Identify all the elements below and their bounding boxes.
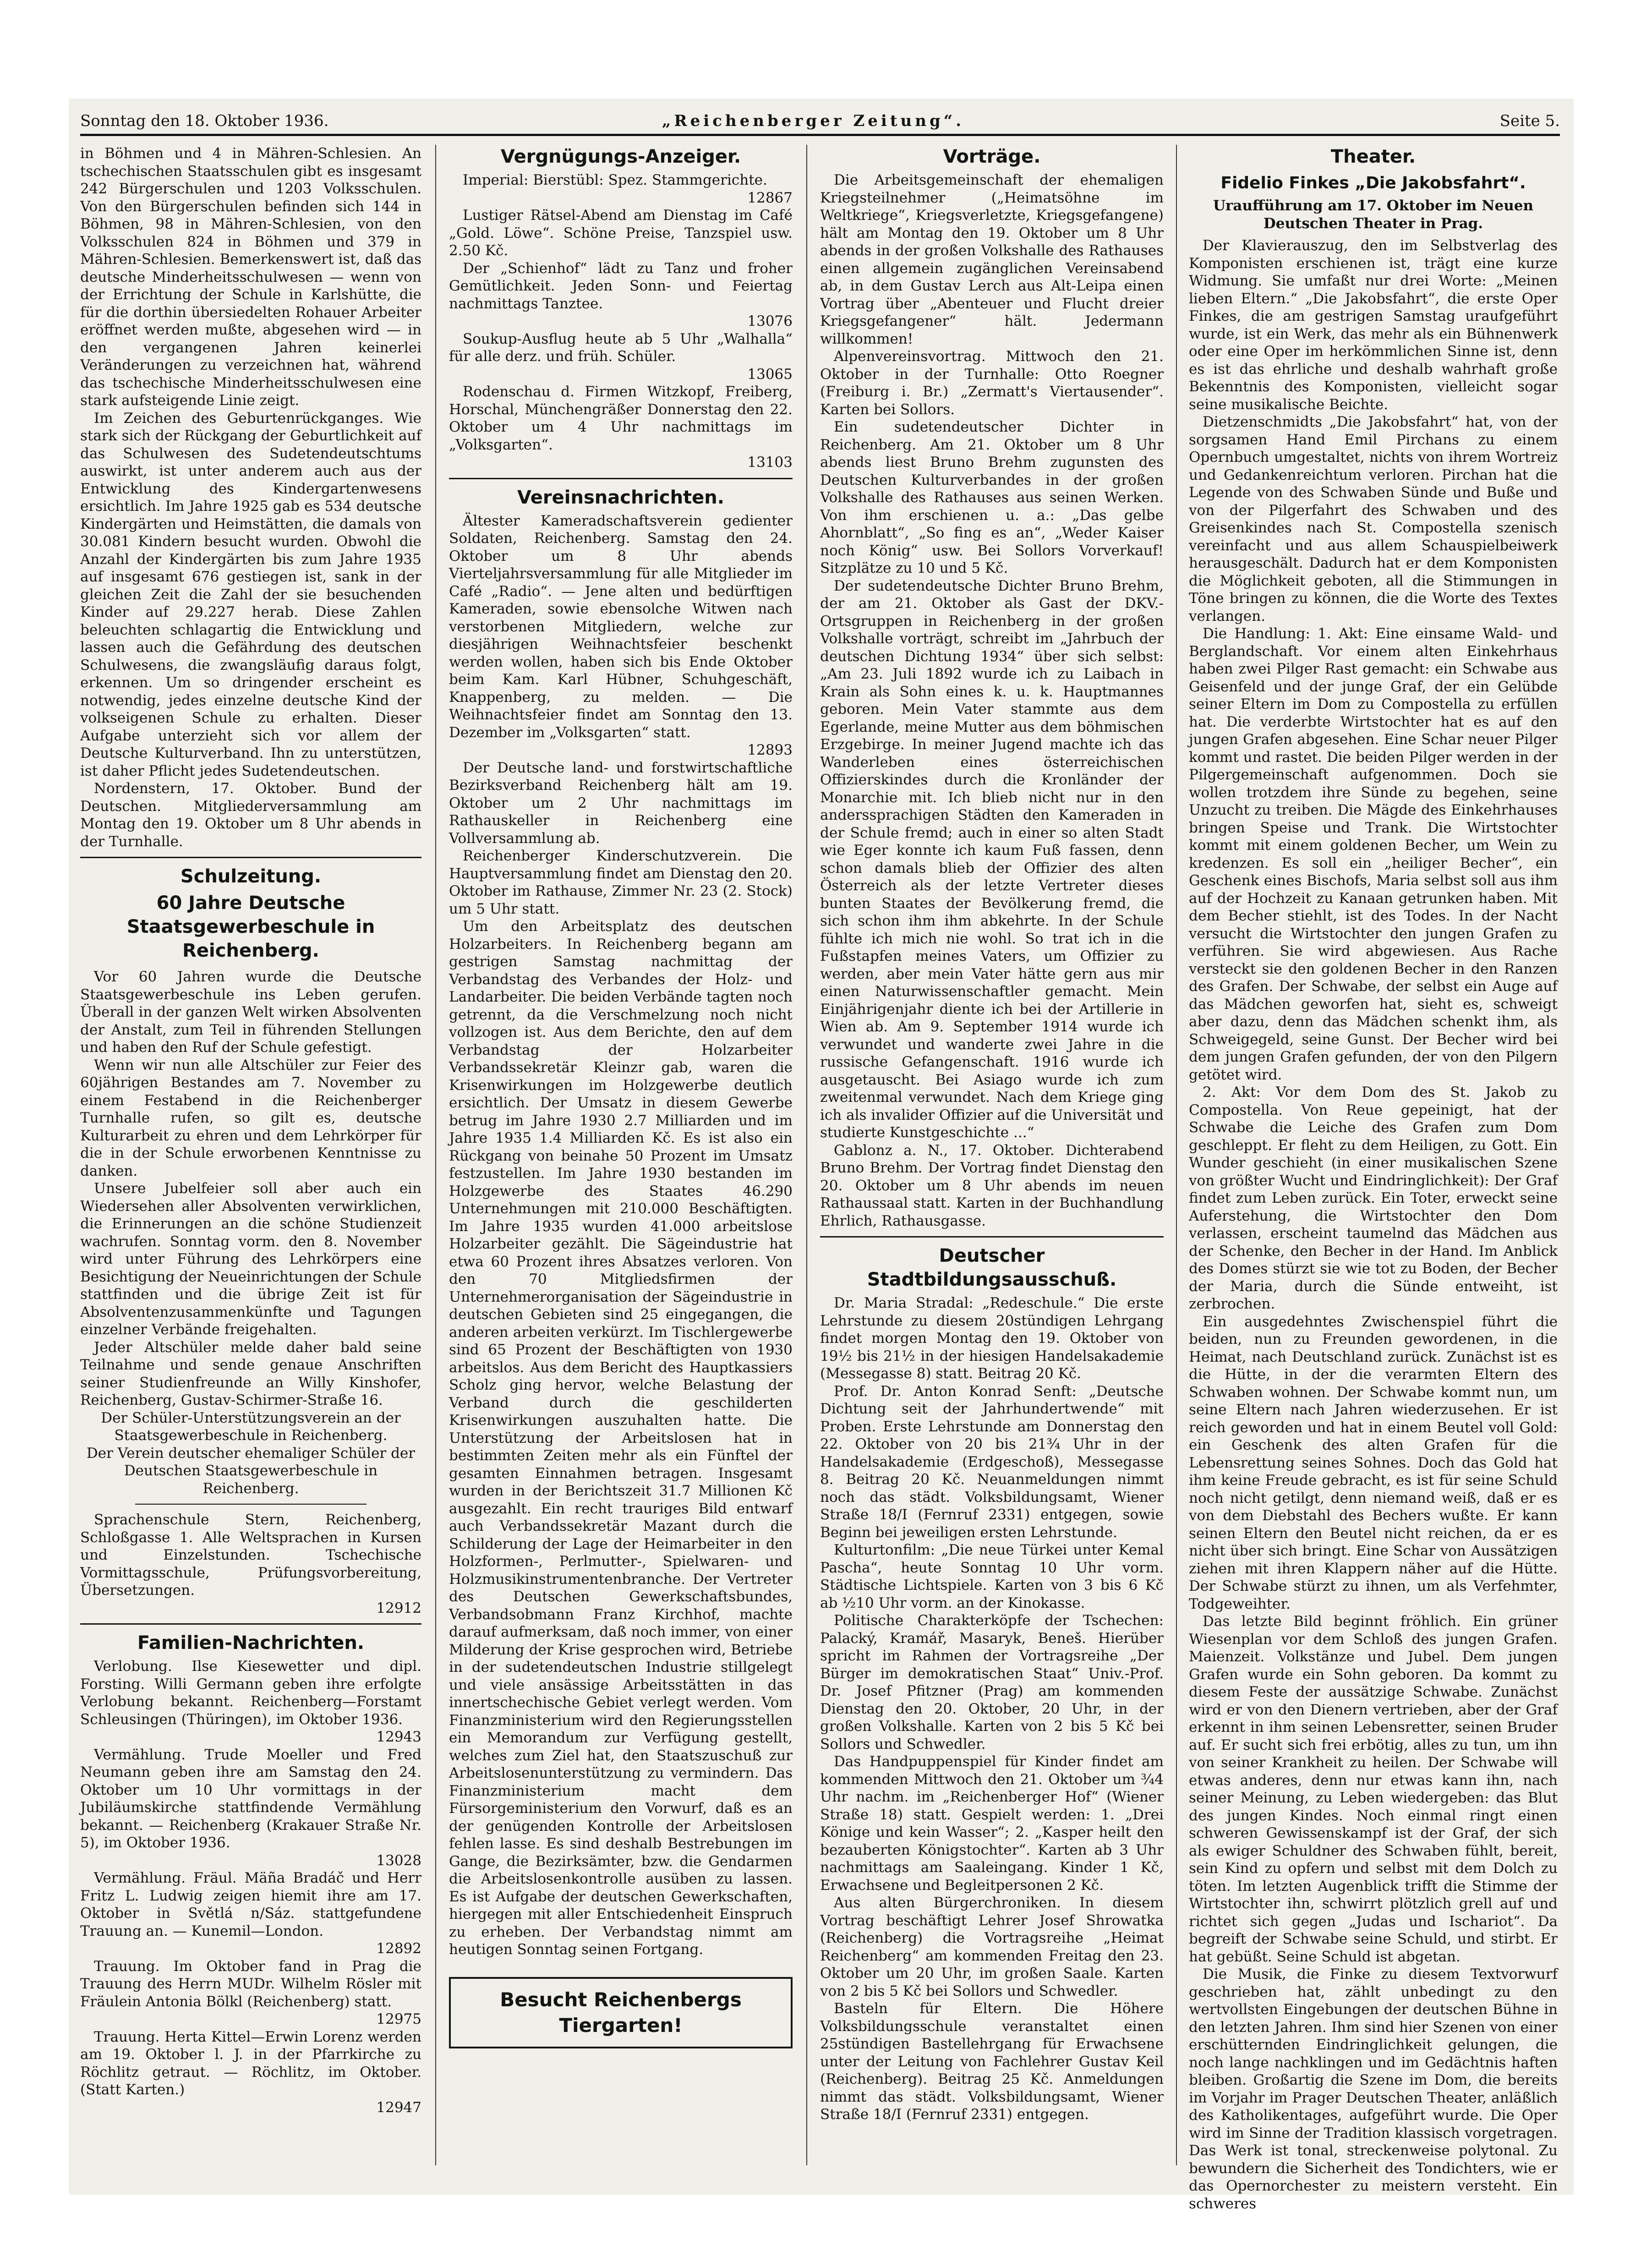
- page-number: Seite 5.: [1499, 112, 1560, 130]
- review-paragraph: Dietzenschmidts „Die Jakobsfahrt“ hat, von der sorgsamen Hand Emil Pirchans zu einem Opernbuch umgestaltet, nichts von ihrem Wortreiz und Gedankenreichtum verloren. Pirchan hat die Legende von des Schwaben Sünde und Buße und von der Pilgerfahrt des Schwaben und des Greisenkindes nach St. Compostella szenisch vereinfacht und aus allem Schauspielbeiwerk herausgeschält. Dadurch hat er dem Komponisten die Möglichkeit geboten, all die Stimmungen in Töne bringen zu können, die die Worte des Textes verlangen.: [1189, 414, 1558, 624]
- classified-ad: Sprachenschule Stern, Reichenberg, Schloßgasse 1. Alle Weltsprachen in Kursen und Einzelstunden. Tschechische Vormittagsschule, Prüfungsvorbereitung, Übersetzungen.: [80, 1511, 421, 1599]
- article-headline: 60 Jahre Deutsche Staatsgewerbeschule in Reichenberg.: [126, 893, 375, 961]
- course-notice: Aus alten Bürgerchroniken. In diesem Vortrag beschäftigt Lehrer Josef Shrowatka (Reichenberg) die Vortragsreihe „Heimat Reichenberg“ am kommenden Freitag den 23. Oktober um 20 Uhr, im großen Saale. Karten von 2 bis 5 Kč bei Sollors und Schwedler.: [820, 1895, 1164, 1999]
- column-4: [1189, 145, 1558, 2212]
- listing: Rodenschau d. Firmen Witzkopf, Freiberg, Horschal, Münchengräßer Donnerstag den 22. Oktober um 4 Uhr nachmittags im „Volksgarten“.: [449, 383, 793, 453]
- section-rule: [80, 857, 421, 858]
- running-header: [80, 110, 1560, 132]
- listing: Der „Schienhof“ lädt zu Tanz und froher Gemütlichkeit. Jeden Sonn- und Feiertag nachmittags Tanztee.: [449, 260, 793, 312]
- divider: [135, 1504, 367, 1505]
- talk-notice: Die Arbeitsgemeinschaft der ehemaligen Kriegsteilnehmer („Heimatsöhne im Weltkriege“, Kriegsverletzte, Kriegsgefangene) hält am Montag den 19. Oktober um 8 Uhr abends in der großen Volkshalle des Rathauses einen allgemein zugänglichen Vereinsabend ab, in dem Gustav Lerch aus Alt-Leipa einen Vortrag über „Abenteuer und Flucht dreier Kriegsgefangener“ hält. Jedermann willkommen!: [820, 172, 1164, 347]
- article-paragraph: Wenn wir nun alle Altschüler zur Feier des 60jährigen Bestandes am 7. November zu einem Festabend in die Reichenberger Turnhalle rufen, so gilt es, deutsche Kulturarbeit zu ehren und dem Lehrkörper für die in der Schule erworbenen Kenntnisse zu danken.: [80, 1057, 421, 1179]
- local-notice: Nordenstern, 17. Oktober. Bund der Deutschen. Mitgliederversammlung am Montag den 19. Oktober um 8 Uhr abends in der Turnhalle.: [80, 780, 421, 850]
- issue-date: Sonntag den 18. Oktober 1936.: [80, 112, 329, 130]
- review-subtitle: Uraufführung am 17. Oktober im Neuen Deutschen Theater in Prag.: [1213, 197, 1534, 232]
- masthead-title: „Reichenberger Zeitung“.: [662, 112, 965, 130]
- newspaper-page: [80, 110, 1560, 2212]
- article-paragraph: Jeder Altschüler melde daher bald seine Teilnahme und sende genaue Anschriften seiner Studienfreunde an Willy Kinshofer, Reichenberg, Gustav-Schirmer-Straße 16.: [80, 1339, 421, 1408]
- course-notice: Dr. Maria Stradal: „Redeschule.“ Die erste Lehrstunde zu diesem 20stündigen Lehrgang findet morgen Montag den 19. Oktober von 19½ bis 21½ in der hiesigen Handelsakademie (Messegasse 8) statt. Beitrag 20 Kč.: [820, 1295, 1164, 1382]
- family-notice: Vermählung. Fräul. Mäña Bradáč und Herr Fritz L. Ludwig zeigen hiemit ihre am 17. Oktober in Světlá n/Sáz. stattgefundene Trauung an. — Kunemil—London.: [80, 1870, 421, 1939]
- section-heading-education: Deutscher Stadtbildungsausschuß.: [867, 1245, 1117, 1290]
- course-notice: Basteln für Eltern. Die Höhere Volksbildungsschule veranstaltet einen 25stündigen Bastellehrgang für Erwachsene unter der Leitung von Fachlehrer Gustav Keil (Reichenberg). Beitrag 25 Kč. Anmeldungen nimmt das städt. Volksbildungsamt, Wiener Straße 18/I (Fernruf 2331) entgegen.: [820, 2000, 1164, 2123]
- review-paragraph: Der Klavierauszug, den im Selbstverlag des Komponisten erschienen ist, trägt eine kurze Widmung. Sie umfaßt nur drei Worte: „Meinen lieben Eltern.“ „Die Jakobsfahrt“, die erste Oper Finkes, die am gestrigen Samstag uraufgeführt wurde, ist ein Werk, das mehr als ein Bühnenwerk oder eine Oper im herkömmlichen Sinne ist, denn es ist das ehrliche und deshalb wahrhaft große Bekenntnis des Komponisten, vielleicht sogar seine musikalische Beichte.: [1189, 237, 1558, 413]
- review-paragraph: Die Musik, die Finke zu diesem Textvorwurf geschrieben hat, zählt unbedingt zu den wertvollsten Eingebungen der deutschen Bühne in den letzten Jahren. Ihm sind hier Szenen von einer erschütternden Eindringlichkeit gelungen, die noch lange nachklingen und im Gedächtnis haften bleiben. Großartig die Szene im Dom, die bereits im Vorjahr im Prager Deutschen Theater, anläßlich des Katholikentages, aufgeführt wurde. Die Oper wird im Sinne der Tradition klassisch vorgetragen. Das Werk ist tonal, streckenweise polytonal. Zu bewundern die Sicherheit des Tondichters, wie er das Opernorchester zu meistern versteht. Ein schweres: [1189, 1966, 1558, 2212]
- section-rule: [820, 1236, 1164, 1237]
- header-rule: [80, 134, 1560, 136]
- course-notice: Das Handpuppenspiel für Kinder findet am kommenden Mittwoch den 21. Oktober um ¾4 Uhr nachm. im „Reichenberger Hof“ (Wiener Straße 18) statt. Gespielt werden: 1. „Drei Könige und kein Wasser“; 2. „Kasper heilt den bezauberten Königstochter“. Karten ab 3 Uhr nachmittags am Saaleingang. Kinder 1 Kč, Erwachsene und Begleitpersonen 2 Kč.: [820, 1753, 1164, 1894]
- listing: Soukup-Ausflug heute ab 5 Uhr „Walhalla“ für alle derz. und früh. Schüler.: [449, 330, 793, 365]
- ad-reference-number: 12912: [376, 1599, 421, 1616]
- review-paragraph: Das letzte Bild beginnt fröhlich. Ein grüner Wiesenplan vor dem Schloß des jungen Grafen. Maienzeit. Volkstänze und Jubel. Dem jungen Grafen wurde ein Sohn geboren. Da kommt zu diesem Feste der aussätzige Schwabe. Zunächst wird er von den Dienern vertrieben, aber der Graf erkennt in ihm seinen Lebensretter, seinen Bruder auf. Er sucht sich frei erbötig, alles zu tun, um ihn von seiner Krankheit zu heilen. Der Schwabe will etwas anderes, denn nur etwas kann ihn, nach seiner Meinung, zu Leben wiedergeben: das Blut des jungen Kindes. Noch einmal ringt einen schweren Gewissenskampf ist der Graf, der sich als ewiger Schuldner des Schwaben fühlt, bereit, sein Kind zu opfern und selbst mit dem Dolch zu töten. Im letzten Augenblick trifft die Stimme der Wirtstochter ihn, schwirrt plötzlich grell auf und richtet sich gegen „Judas und Ischariot“. Da begreift der Schwabe seine Schuld, und stirbt. Er hat gebüßt. Seine Schuld ist abgetan.: [1189, 1613, 1558, 1965]
- review-paragraph: Die Handlung: 1. Akt: Eine einsame Wald- und Berglandschaft. Vor einem alten Einkehrhaus haben zwei Pilger Rast gemacht: ein Schwabe aus Geisenfeld und der junge Graf, der ein Gelübde seiner Eltern im Dom zu Compostella zu erfüllen hat. Die verderbte Wirtstochter hat es auf den jungen Grafen abgesehen. Eine Schar neuer Pilger kommt und rastet. Die beiden Pilger werden in der Pilgergemeinschaft aufgenommen. Doch sie wollen trotzdem ihre Sünde zu begehen, seine Unzucht zu treiben. Die Mägde des Einkehrhauses bringen Speise und Trank. Die Wirtstochter kommt mit einem goldenen Becher, um Wein zu kredenzen. Es soll ein „heiliger Becher“, ein Geschenk eines Bischofs, Maria selbst soll aus ihm auf der Hochzeit zu Kanaan getrunken haben. Mit dem Becher stiehlt, ist des Todes. In der Nacht versucht die Wirtstochter den jungen Grafen zu verführen. Sie wird abgewiesen. Aus Rache versteckt sie den goldenen Becher in den Ranzen des Grafen. Der Schwabe, der selbst ein Auge auf das Mädchen geworfen hat, sieht es, schweigt aber dazu, denn das Mädchen schenkt ihm, als Schweigegeld, seine Gunst. Der Becher wird bei dem jungen Grafen gefunden, der von den Pilgern getötet wird.: [1189, 625, 1558, 1083]
- section-heading-entertainment: Vergnügungs-Anzeiger.: [500, 146, 741, 167]
- article-paragraph: Im Zeichen des Geburtenrückganges. Wie stark sich der Rückgang der Geburtlichkeit auf das Schulwesen des Sudetendeutschtums auswirkt, ist unter anderem auch aus der Entwicklung des Kindergartenwesens ersichtlich. Im Jahre 1925 gab es 534 deutsche Kindergärten und Heimstätten, die damals von 30.081 Kindern besucht wurden. Obwohl die Anzahl der Kindergärten bis zum Jahre 1935 auf insgesamt 676 gestiegen ist, sank in der gleichen Zeit die Zahl der sie besuchenden Kinder auf 29.227 herab. Diese Zahlen beleuchten schlagartig die Entwicklung und lassen auch die Gefährdung des deutschen Schulwesens, die zwangsläufig daraus folgt, erkennen. Um so dringender erscheint es notwendig, jedes einzelne deutsche Kind der volkseigenen Schule zu erhalten. Dieser Aufgabe unterzieht sich vor allem der Deutsche Kulturverband. Ihn zu unterstützen, ist daher Pflicht jedes Sudetendeutschen.: [80, 410, 421, 779]
- column-divider: [1176, 145, 1177, 2165]
- signature-block: Der Schüler-Unterstützungsverein an der Staatsgewerbeschule in Reichenberg.: [101, 1409, 401, 1444]
- column-1: [80, 145, 421, 2170]
- family-notice: Trauung. Herta Kittel—Erwin Lorenz werden am 19. Oktober l. J. in der Pfarrkirche zu Röchlitz getraut. — Röchlitz, im Oktober. (Statt Karten.): [80, 2028, 421, 2098]
- talk-notice: Ein sudetendeutscher Dichter in Reichenberg. Am 21. Oktober um 8 Uhr abends liest Bruno Brehm zugunsten des Deutschen Kulturverbandes in der großen Volkshalle des Rathauses aus seinen Werken. Von ihm erschienen u. a.: „Das gelbe Ahornblatt“, „So fing es an“, „Weder Kaiser noch König“ usw. Bei Sollors Vorverkauf! Sitzplätze zu 10 und 5 Kč.: [820, 419, 1164, 576]
- ad-reference-number: 12893: [747, 742, 793, 758]
- course-notice: Politische Charakterköpfe der Tschechen: Palacký, Kramář, Masaryk, Beneš. Hierüber spricht im Rahmen der Vortragsreihe „Der Bürger im demokratischen Staat“ Univ.-Prof. Dr. Josef Pfitzner (Prag) am kommenden Dienstag den 20. Oktober, 20 Uhr, in der großen Volkshalle. Karten von 2 bis 5 Kč bei Sollors und Schwedler.: [820, 1612, 1164, 1752]
- section-heading-family: Familien-Nachrichten.: [137, 1632, 365, 1654]
- club-notice: Der Deutsche land- und forstwirtschaftliche Bezirksverband Reichenberg hält am 19. Oktober um 2 Uhr nachmittags im Rathauskeller in Reichenberg eine Vollversammlung ab.: [449, 759, 793, 847]
- review-paragraph: 2. Akt: Vor dem Dom des St. Jakob zu Compostella. Von Reue gepeinigt, hat der Schwabe die Leiche des Grafen zum Dom geschleppt. Er fleht zu dem Heiligen, zu Gott. Ein Wunder geschieht (in einer musikalischen Szene von größter Wucht und Eindringlichkeit): Der Graf findet zum Leben zurück. Ein Toter, erweckt seine Auferstehung, die Wirtstochter den Dom verlassen, erscheint taumelnd das Mädchen aus der Schenke, den Becher in der Hand. Im Anblick des Domes stürzt sie wie tot zu Boden, der Becher der Maria, durch die Sünde entweiht, ist zerbrochen.: [1189, 1084, 1558, 1312]
- talk-notice: Der sudetendeutsche Dichter Bruno Brehm, der am 21. Oktober als Gast der DKV.-Ortsgruppen in Reichenberg in der großen Volkshalle vorträgt, schreibt im „Jahrbuch der deutschen Dichtung 1934“ über sich selbst: „Am 23. Juli 1892 wurde ich zu Laibach in Krain als Sohn eines k. u. k. Hauptmannes geboren. Mein Vater stammte aus dem Egerlande, meine Mutter aus dem böhmischen Erzgebirge. In meiner Jugend machte ich das Wanderleben eines österreichischen Offizierskindes durch die Kronländer der Monarchie mit. Ich blieb nicht nur in den anderssprachigen Städten den Kameraden in der Schule fremd; auch in einer so alten Stadt wie Eger konnte ich kaum Fuß fassen, denn schon damals blieb der Offizier des alten Österreich als der letzte Vertreter dieses bunten Staates der Bevölkerung fremd, die sich schon ihm ihm abkehrte. In der Schule fühlte ich mich nie wohl. So trat ich in die Fußstapfen meines Vaters, um Offizier zu werden, aber mein Vater hätte gern aus mir einen Naturwissenschaftler gemacht. Mein Einjährigenjahr diente ich bei der Artillerie in Wien ab. Am 9. September 1914 wurde ich verwundet und wanderte zwei Jahre in die russische Gefangenschaft. 1916 wurde ich ausgetauscht. Bei Asiago wurde ich zum zweitenmal verwundet. Nach dem Kriege ging ich als invalider Offizier auf die Universität und studierte Kunstgeschichte ...“: [820, 577, 1164, 1141]
- talk-notice: Gablonz a. N., 17. Oktober. Dichterabend Bruno Brehm. Der Vortrag findet Dienstag den 20. Oktober um 8 Uhr abends im neuen Rathaussaal statt. Karten in der Buchhandlung Ehrlich, Rathausgasse.: [820, 1142, 1164, 1229]
- ad-reference-number: 12947: [376, 2099, 421, 2116]
- column-3: [820, 145, 1164, 2170]
- signature-block: Der Verein deutscher ehemaliger Schüler der Deutschen Staatsgewerbeschule in Reichenberg.: [86, 1445, 416, 1497]
- article-paragraph: Vor 60 Jahren wurde die Deutsche Staatsgewerbeschule ins Leben gerufen. Überall in der ganzen Welt wirken Absolventen der Anstalt, zum Teil in führenden Stellungen und haben den Ruf der Schule gefestigt.: [80, 969, 421, 1056]
- zoo-advertisement: Besucht Reichenbergs Tiergarten!: [449, 1977, 793, 2048]
- course-notice: Prof. Dr. Anton Konrad Senft: „Deutsche Dichtung seit der Jahrhundertwende“ mit Proben. Erste Lehrstunde am Donnerstag den 22. Oktober von 20 bis 21¾ Uhr in der Handelsakademie (Erdgeschoß), Messegasse 8. Beitrag 20 Kč. Neuanmeldungen nimmt noch das städt. Volksbildungsamt, Wiener Straße 18/I (Fernruf 2331) entgegen, sowie Beginn bei jeweiligen ersten Lehrstunde.: [820, 1383, 1164, 1541]
- talk-notice: Alpenvereinsvortrag. Mittwoch den 21. Oktober in der Turnhalle: Otto Roegner (Freiburg i. Br.) „Zermatt's Viertausender“. Karten bei Sollors.: [820, 348, 1164, 418]
- ad-reference-number: 12943: [376, 1729, 421, 1745]
- column-divider: [435, 145, 436, 2165]
- column-2: [449, 145, 793, 2170]
- ad-reference-number: 13103: [747, 454, 793, 471]
- ad-reference-number: 12975: [376, 2011, 421, 2027]
- section-heading-school: Schulzeitung.: [180, 866, 322, 887]
- club-notice: Reichenberger Kinderschutzverein. Die Hauptversammlung findet am Dienstag den 20. Oktober im Rathause, Zimmer Nr. 23 (2. Stock) um 5 Uhr statt.: [449, 848, 793, 917]
- family-notice: Verlobung. Ilse Kiesewetter und dipl. Forsting. Willi Germann geben ihre erfolgte Verlobung bekannt. Reichenberg—Forstamt Schleusingen (Thüringen), im Oktober 1936.: [80, 1658, 421, 1728]
- listing: Imperial: Bierstübl: Spez. Stammgerichte.: [463, 172, 767, 188]
- review-paragraph: Ein ausgedehntes Zwischenspiel führt die beiden, nun zu Freunden gewordenen, in die Heimat, nach Deutschland zurück. Zunächst ist es die Hütte, in der die verarmten Eltern des Schwaben wohnen. Der Schwabe kommt nun, um seine Eltern nach Jahren wiederzusehen. Er ist reich geworden und hat in einem Beutel voll Gold: ein Geschenk des alten Grafen für die Lebensrettung seines Sohnes. Doch das Gold hat ihm keine Freude gebracht, es ist für seine Schuld noch nicht getilgt, denn niemand weiß, daß er es von dem Diebstahl des Bechers wußte. Er kann seinen Eltern den Beutel nicht reichen, da er es nicht über sich bringt. Eine Schar von Aussätzigen ziehen mit ihren Klappern näher auf die Hütte. Der Schwabe stürzt zu ihnen, um als Verfehmter, Todgeweihter.: [1189, 1313, 1558, 1612]
- ad-reference-number: 13028: [376, 1852, 421, 1869]
- listing: Lustiger Rätsel-Abend am Dienstag im Café „Gold. Löwe“. Schöne Preise, Tanzspiel usw. 2.50 Kč.: [449, 207, 793, 259]
- section-heading-theatre: Theater.: [1330, 146, 1416, 167]
- section-rule: [449, 478, 793, 479]
- club-notice: Um den Arbeitsplatz des deutschen Holzarbeiters. In Reichenberg begann am gestrigen Samstag nachmittag der Verbandstag des Verbandes der Holz- und Landarbeiter. Die beiden Verbände tagten noch getrennt, da die Verschmelzung noch nicht vollzogen ist. Aus dem Berichte, den auf dem Verbandstag der Holzarbeiter Verbandssekretär Kleinzr gab, waren die Krisenwirkungen im Holzgewerbe deutlich ersichtlich. Der Umsatz in diesem Gewerbe betrug im Jahre 1930 2.7 Milliarden und im Jahre 1935 1.4 Milliarden Kč. Es ist also ein Rückgang von beinahe 50 Prozent im Umsatz festzustellen. Im Jahre 1930 bestanden im Holzgewerbe des Staates 46.290 Unternehmungen mit 210.000 Beschäftigten. Im Jahre 1935 wurden 41.000 arbeitslose Holzarbeiter gezählt. Die Sägeindustrie hat etwa 60 Prozent ihres Absatzes verloren. Von den 70 Mitgliedsfirmen der Unternehmerorganisation der Sägeindustrie in deutschen Gebieten sind 25 eingegangen, die anderen arbeiten verkürzt. Im Tischlergewerbe sind 65 Prozent der Beschäftigten von 1930 arbeitslos. Aus dem Bericht des Hauptkassiers Scholz ging hervor, welche Belastung der Verband durch die geschilderten Krisenwirkungen auszuhalten hatte. Die Unterstützung der Arbeitslosen hat in bestimmten Zeiten mehr als ein Fünftel der gesamten Einnahmen betragen. Insgesamt wurden in der Berichtszeit 31.7 Millionen Kč ausgezahlt. Ein recht trauriges Bild entwarf auch Verbandssekretär Mazant durch die Schilderung der Lage der Heimarbeiter in den Holzformen-, Perlmutter-, Spielwaren- und Holzmusikinstrumentenbranche. Der Vertreter des Deutschen Gewerkschaftsbundes, Verbandsobmann Franz Kirchhof, machte darauf aufmerksam, daß noch immer, von einer Milderung der Krise gesprochen wird, Betriebe in der sudetendeutschen Industrie stillgelegt und viele ansässige Arbeitsstätten in das innertschechische Gebiet verlegt werden. Vom Finanzministerium wird den Regierungsstellen ein Memorandum zur Verfügung gestellt, welches zum Ziel hat, den Staatszuschuß zur Arbeitslosenunterstützung zu vermindern. Das Finanzministerium macht dem Fürsorgeministerium den Vorwurf, daß es an der genügenden Kontrolle der Arbeitslosen fehlen lasse. Es sind deshalb Bestrebungen im Gange, die Bezirksämter, bzw. die Gendarmen die Arbeitslosenkontrolle ausüben zu lassen. Es ist Aufgabe der deutschen Gewerkschaften, hiergegen mit aller Entschiedenheit Einspruch zu erheben. Der Verbandstag nimmt am heutigen Sonntag seinen Fortgang.: [449, 918, 793, 1958]
- family-notice: Vermählung. Trude Moeller und Fred Neumann geben ihre am Samstag den 24. Oktober um 10 Uhr vormittags in der Jubiläumskirche stattfindende Vermählung bekannt. — Reichenberg (Krakauer Straße Nr. 5), im Oktober 1936.: [80, 1746, 421, 1851]
- section-heading-clubs: Vereinsnachrichten.: [517, 487, 724, 508]
- article-paragraph: in Böhmen und 4 in Mähren-Schlesien. An tschechischen Staatsschulen gibt es insgesamt 242 Bürgerschulen und 1203 Volksschulen. Von den Bürgerschulen befinden sich 144 in Böhmen, 98 in Mähren-Schlesien, von den Volksschulen 824 in Böhmen und 379 in Mähren-Schlesien. Bemerkenswert ist, daß das deutsche Minderheitsschulwesen — wenn von der Errichtung der Schule in Karlshütte, die für die dorthin übersiedelten Rohauer Arbeiter eröffnet werden mußte, abgesehen wird — in den vergangenen Jahren keinerlei Veränderungen zu verzeichnen hat, während das tschechische Minderheitsschulwesen eine stark aufsteigende Linie zeigt.: [80, 145, 421, 409]
- section-rule: [80, 1623, 421, 1625]
- ad-reference-number: 12892: [376, 1940, 421, 1957]
- ad-reference-number: 13076: [747, 313, 793, 329]
- ad-reference-number: 13065: [747, 366, 793, 383]
- family-notice: Trauung. Im Oktober fand in Prag die Trauung des Herrn MUDr. Wilhelm Rösler mit Fräulein Antonia Bölkl (Reichenberg) statt.: [80, 1958, 421, 2010]
- review-title: Fidelio Finkes „Die Jakobsfahrt“.: [1220, 174, 1526, 192]
- course-notice: Kulturtonfilm: „Die neue Türkei unter Kemal Pascha“, heute Sonntag 10 Uhr vorm. Städtische Lichtspiele. Karten von 3 bis 6 Kč ab ½10 Uhr vorm. an der Kinokasse.: [820, 1542, 1164, 1611]
- ad-reference-number: 12867: [747, 189, 793, 206]
- section-heading-talks: Vorträge.: [943, 146, 1041, 167]
- column-divider: [806, 145, 807, 2165]
- club-notice: Ältester Kameradschaftsverein gedienter Soldaten, Reichenberg. Samstag den 24. Oktober um 8 Uhr abends Vierteljahrsversammlung für alle Mitglieder im Café „Radio“. — Jene alten und bedürftigen Kameraden, sowie ebensolche Witwen nach verstorbenen Mitgliedern, welche zur diesjährigen Weihnachtsfeier beschenkt werden wollen, haben sich bis Ende Oktober beim Kam. Karl Hübner, Schuhgeschäft, Knappenberg, zu melden. — Die Weihnachtsfeier findet am Sonntag den 13. Dezember im „Volksgarten“ statt.: [449, 512, 793, 741]
- article-paragraph: Unsere Jubelfeier soll aber auch ein Wiedersehen aller Absolventen verwirklichen, die Erinnerungen an die schöne Studienzeit wachrufen. Sonntag vorm. den 8. November wird unter Führung des Lehrkörpers eine Besichtigung der Neueinrichtungen der Schule stattfinden und die übrige Zeit ist für Absolventenzusammenkünfte und Tagungen einzelner Verbände freigehalten.: [80, 1180, 421, 1338]
